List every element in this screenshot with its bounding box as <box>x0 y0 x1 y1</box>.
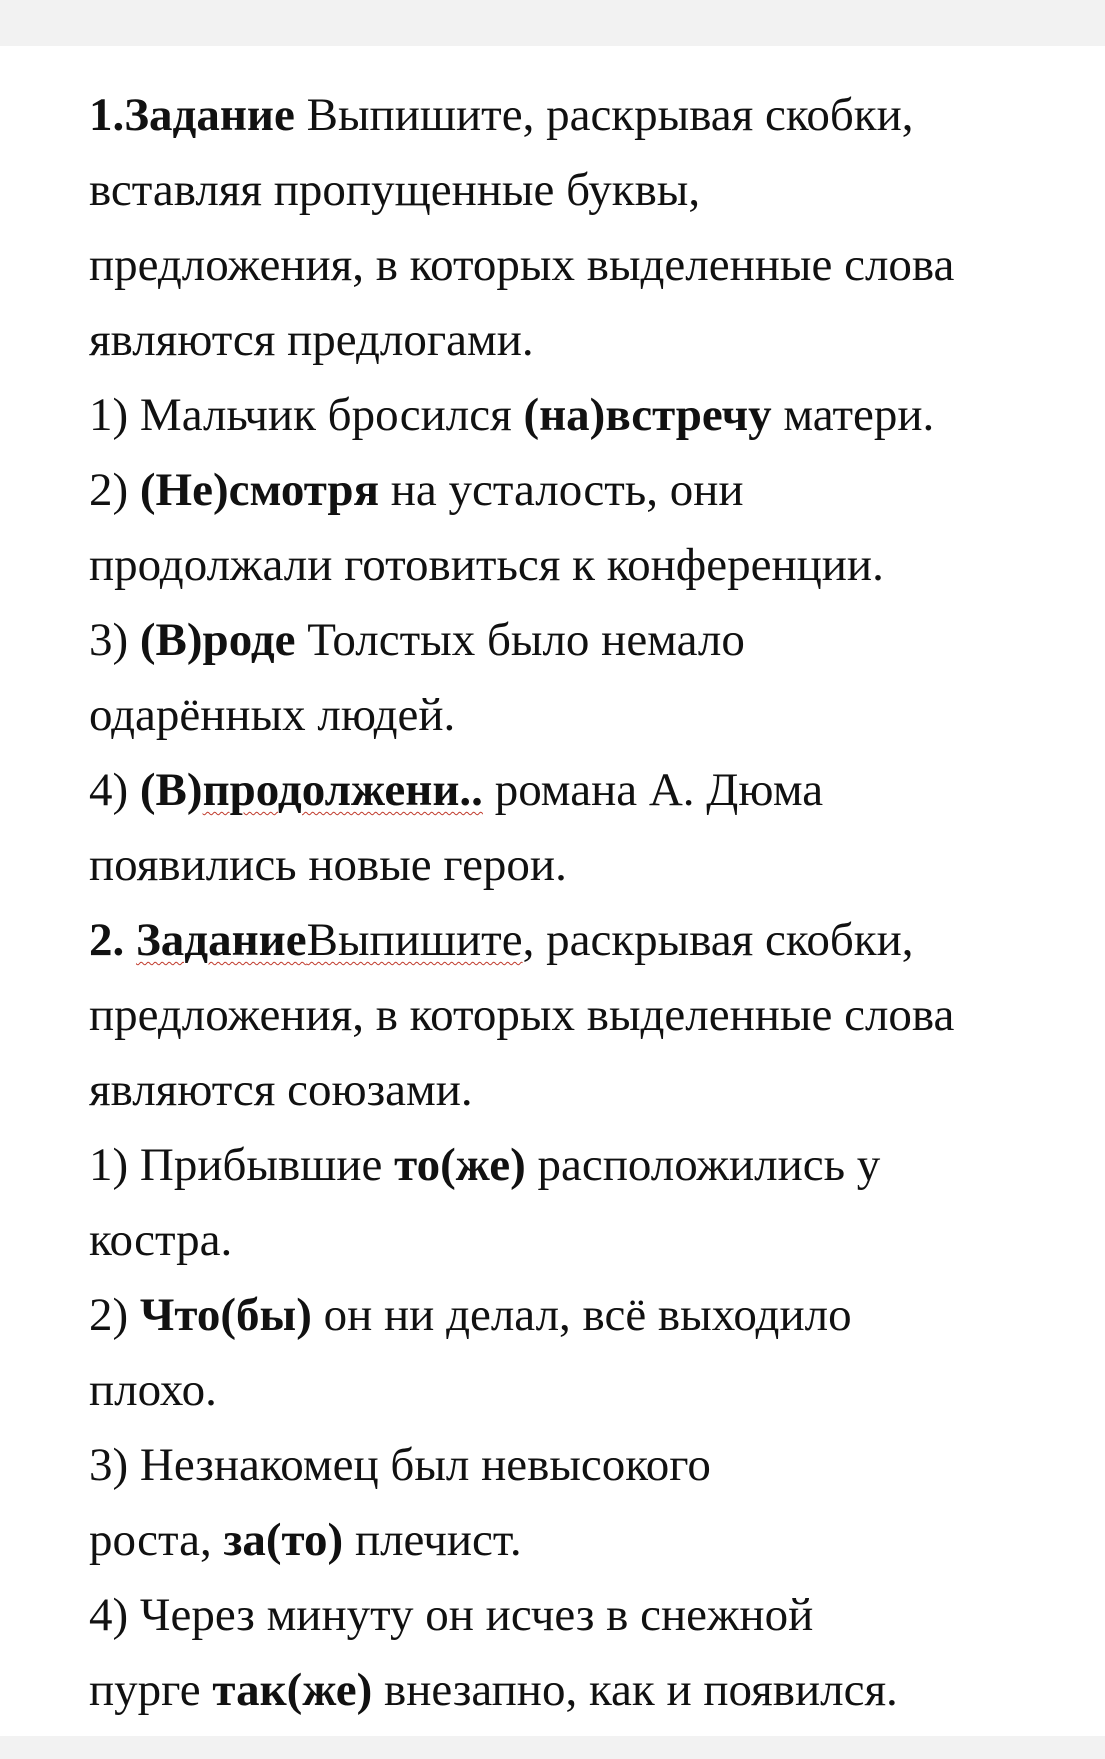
task1-instruction: Выпишите, раскрывая скобки, <box>294 89 914 141</box>
task1-title: Задание <box>124 89 295 141</box>
task2-item-2 <box>89 1278 1089 1353</box>
highlighted-word: за(то) <box>223 1514 344 1566</box>
task1-item-3 <box>89 603 1089 678</box>
highlighted-word: (В)роде <box>139 614 296 666</box>
task2-instruction-word: Выпишите <box>306 914 523 966</box>
task2-title: Задание <box>136 914 307 966</box>
item-number: 1) <box>89 389 140 441</box>
highlighted-word: Что(бы) <box>139 1289 312 1341</box>
item-text: он ни делал, всё выходило <box>311 1289 852 1341</box>
highlighted-word: (Не)смотря <box>139 464 379 516</box>
task1-item-2 <box>89 453 1089 528</box>
task2-item-1-continued: костра. <box>89 1214 233 1266</box>
task1-item-3-continued: одарённых людей. <box>89 689 456 741</box>
task1-number: 1. <box>89 89 125 141</box>
task1-instruction-line-4: являются предлогами. <box>89 314 534 366</box>
task1-item-1 <box>89 378 1089 453</box>
item-text: Толстых было немало <box>295 614 745 666</box>
task2-item-3 <box>89 1428 1089 1503</box>
item-text: Незнакомец был невысокого <box>139 1439 711 1491</box>
task2-item-4 <box>89 1578 1089 1653</box>
task2-item-1 <box>89 1128 1089 1203</box>
highlighted-word: так(же) <box>212 1664 373 1716</box>
task2-heading-line <box>89 903 1089 978</box>
item-text: расположились у <box>525 1139 881 1191</box>
item-text: романа А. Дюма <box>482 764 824 816</box>
document-page <box>0 46 1105 1736</box>
item-number: 2) <box>89 464 140 516</box>
item-text: плечист. <box>343 1514 522 1566</box>
item-text: роста, <box>89 1514 224 1566</box>
highlighted-word: то(же) <box>394 1139 526 1191</box>
item-text: на усталость, они <box>379 464 744 516</box>
item-text: Прибывшие <box>139 1139 395 1191</box>
highlighted-word: (на)встречу <box>523 389 772 441</box>
task1-item-4-continued: появились новые герои. <box>89 839 567 891</box>
item-number: 4) <box>89 1589 140 1641</box>
highlighted-word-spellcheck: продолжени.. <box>202 764 483 816</box>
task1-instruction-line-3: предложения, в которых выделенные слова <box>89 239 955 291</box>
task1-instruction-line-2: вставляя пропущенные буквы, <box>89 164 701 216</box>
task2-instruction-line-3: являются союзами. <box>89 1064 473 1116</box>
task2-number: 2. <box>89 914 136 966</box>
task1-heading-line <box>89 78 1089 153</box>
item-text: Через минуту он исчез в снежной <box>139 1589 814 1641</box>
task2-instruction: , раскрывая скобки, <box>522 914 914 966</box>
item-number: 2) <box>89 1289 140 1341</box>
item-text: пурге <box>89 1664 213 1716</box>
item-number: 4) <box>89 764 140 816</box>
task2-item-4-continued <box>89 1653 1089 1728</box>
highlighted-word-prefix: (В) <box>139 764 203 816</box>
task1-item-2-continued: продолжали готовиться к конференции. <box>89 539 884 591</box>
item-number: 3) <box>89 1439 140 1491</box>
task2-instruction-line-2: предложения, в которых выделенные слова <box>89 989 955 1041</box>
item-number: 3) <box>89 614 140 666</box>
item-text: внезапно, как и появился. <box>372 1664 898 1716</box>
task2-item-3-continued <box>89 1503 1089 1578</box>
document-content <box>89 78 1089 1728</box>
task1-item-4 <box>89 753 1089 828</box>
item-number: 1) <box>89 1139 140 1191</box>
item-text: Мальчик бросился <box>139 389 524 441</box>
task2-item-2-continued: плохо. <box>89 1364 217 1416</box>
item-text: матери. <box>771 389 935 441</box>
